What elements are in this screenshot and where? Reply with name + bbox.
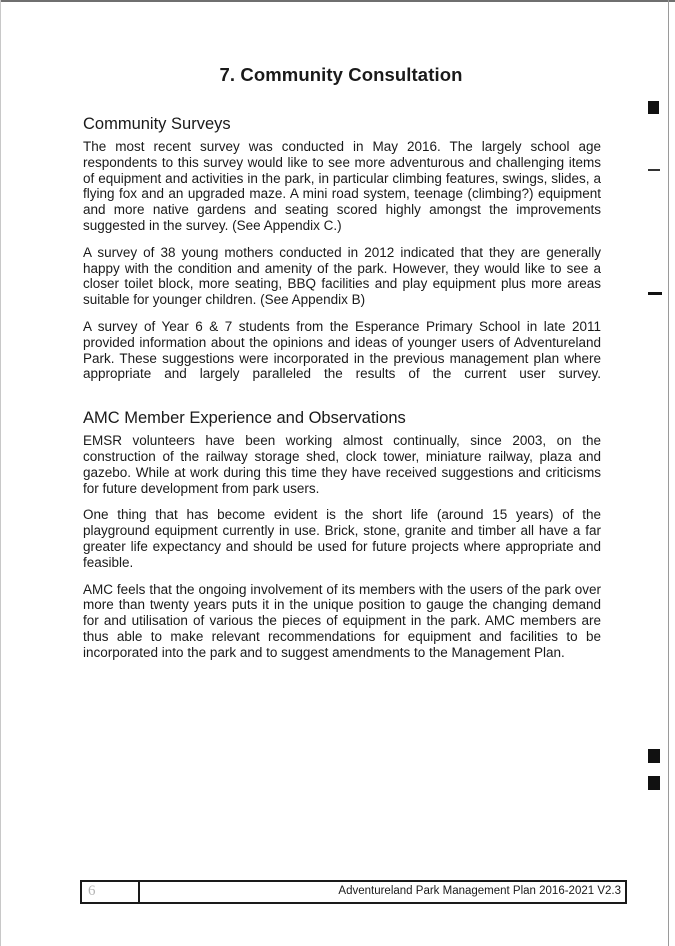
page-footer [80, 880, 627, 904]
paragraph: A survey of Year 6 & 7 students from the Esperance Primary School in late 2011 provided information about the opinions and ideas of younger users of Adventureland Park. These suggestions were incorporated in the previous management plan where appropriate and largely paralleled the results of the current user survey. [83, 318, 601, 382]
page-content [83, 113, 601, 672]
registration-mark [648, 101, 659, 114]
footer-document-title: Adventureland Park Management Plan 2016-2021 V2.3 [338, 885, 621, 897]
footer-page-number: 6 [88, 883, 96, 899]
registration-dash [648, 169, 660, 171]
paragraph: AMC feels that the ongoing involvement of its members with the users of the park over more than twenty years puts it in the unique position to gauge the changing demand for and utilisation of various the pieces of equipment in the park. AMC members are thus able to make relevant recommendations for equipment and facilities to be incorporated into the park and to suggest amendments to the Management Plan. [83, 581, 601, 660]
scan-left-edge [0, 0, 1, 946]
paragraph: EMSR volunteers have been working almost continually, since 2003, on the construction of the railway storage shed, clock tower, miniature railway, plaza and gazebo. While at work during this time they have received suggestions and criticisms for future development from park users. [83, 433, 601, 496]
footer-divider [138, 882, 140, 902]
page-title: 7. Community Consultation [219, 64, 463, 85]
scan-top-edge [0, 0, 675, 2]
section-heading-amc-member-experience: AMC Member Experience and Observations [83, 409, 406, 428]
paragraph: A survey of 38 young mothers conducted in 2012 indicated that they are generally happy with the condition and amenity of the park. However, they would like to see a closer toilet block, more seating, BBQ facilities and play equipment plus more areas suitable for younger children. (See Appendix B) [83, 244, 601, 308]
registration-mark [648, 749, 660, 763]
scan-right-edge [668, 0, 669, 946]
registration-mark [648, 776, 660, 790]
paragraph: The most recent survey was conducted in May 2016. The largely school age respondents to this survey would like to see more adventurous and challenging items of equipment and activities in the park, in particular climbing features, swings, slides, a flying fox and an upgraded maze. A mini road system, teenage (climbing?) equipment and more native gardens and seating scored highly amongst the improvements suggested in the survey. (See Appendix C.) [83, 139, 601, 233]
paragraph: One thing that has become evident is the short life (around 15 years) of the playground equipment currently in use. Brick, stone, granite and timber all have a far greater life expectancy and should be used for future projects where appropriate and feasible. [83, 507, 601, 570]
section-heading-community-surveys: Community Surveys [83, 115, 231, 133]
registration-dash [648, 292, 662, 295]
